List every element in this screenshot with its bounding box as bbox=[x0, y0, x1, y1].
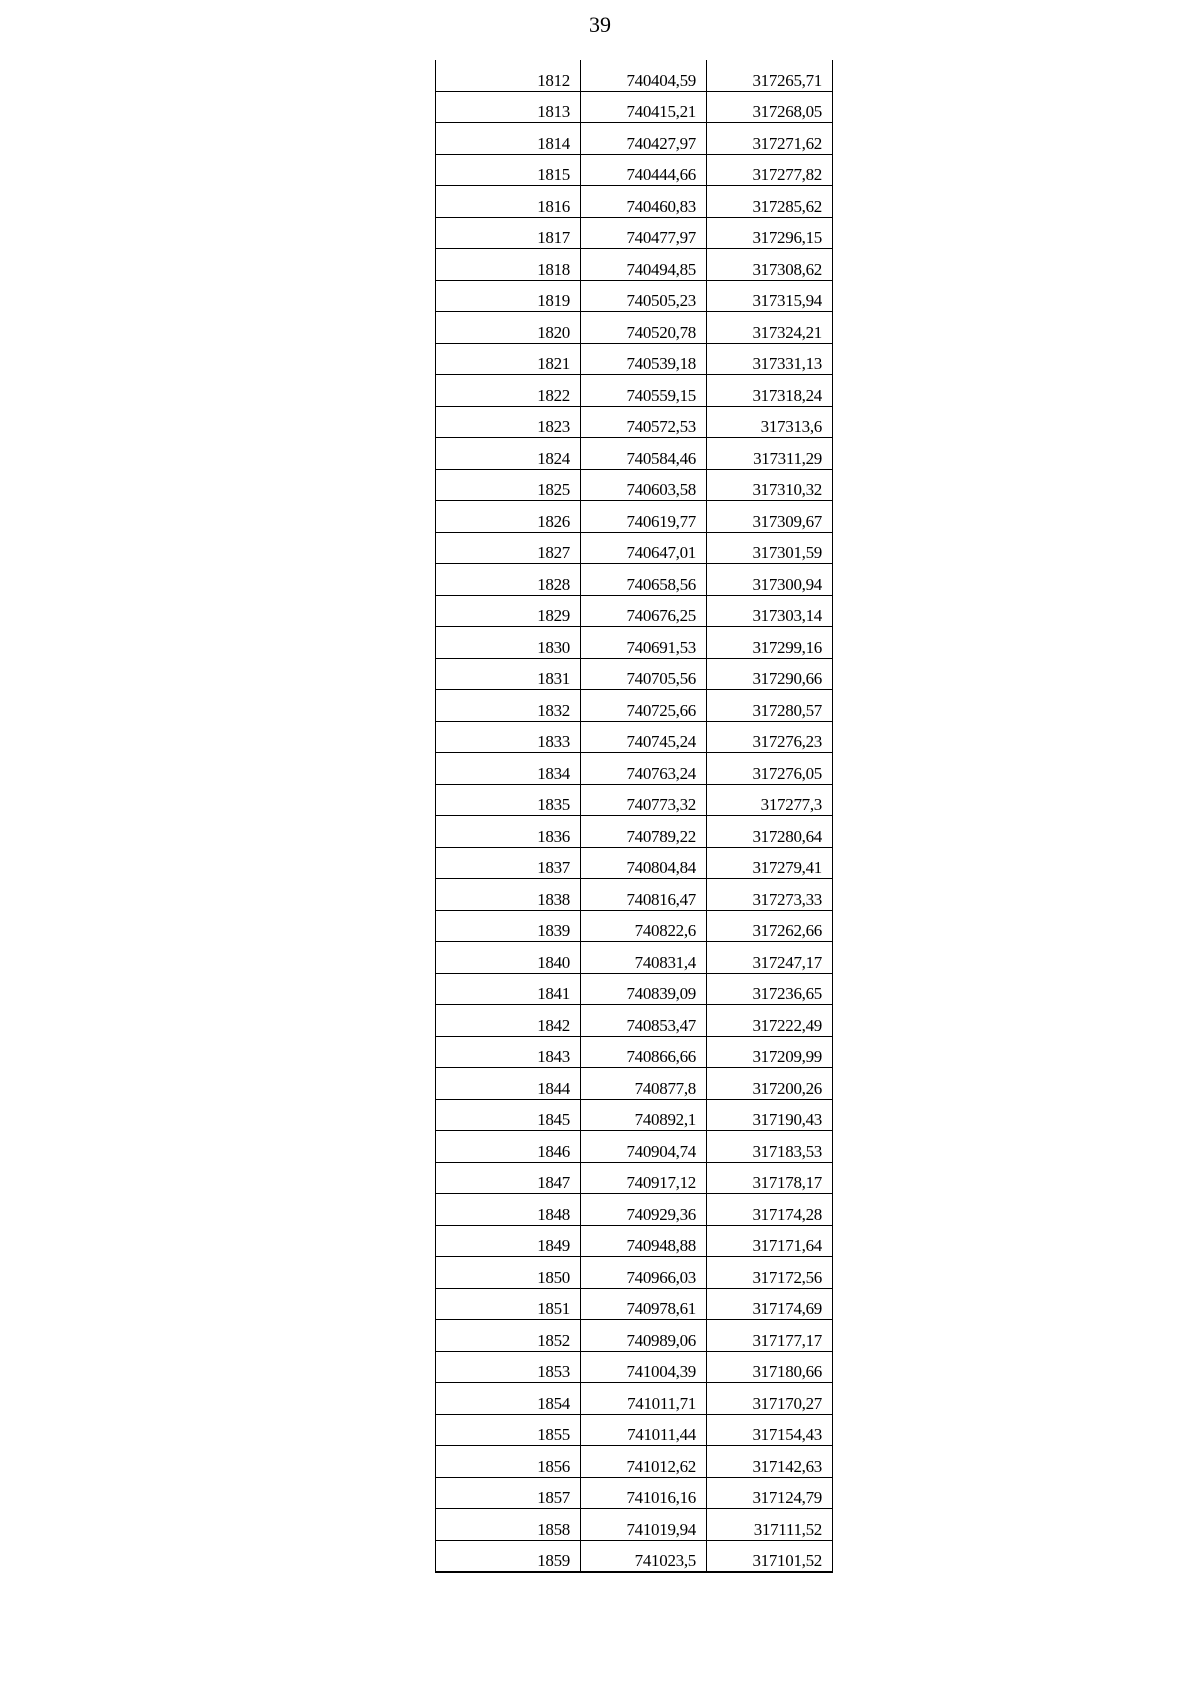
y-coordinate-cell: 317315,94 bbox=[707, 280, 833, 312]
x-coordinate-cell: 741012,62 bbox=[581, 1446, 707, 1478]
point-number-cell: 1854 bbox=[436, 1383, 581, 1415]
y-coordinate-cell: 317318,24 bbox=[707, 375, 833, 407]
table-row bbox=[436, 690, 833, 722]
y-coordinate-cell: 317180,66 bbox=[707, 1351, 833, 1383]
table-row bbox=[436, 1162, 833, 1194]
y-coordinate-cell: 317170,27 bbox=[707, 1383, 833, 1415]
coordinates-table-body bbox=[436, 60, 833, 1572]
y-coordinate-cell: 317236,65 bbox=[707, 973, 833, 1005]
table-row bbox=[436, 564, 833, 596]
y-coordinate-cell: 317154,43 bbox=[707, 1414, 833, 1446]
table-row bbox=[436, 816, 833, 848]
point-number-cell: 1839 bbox=[436, 910, 581, 942]
table-row bbox=[436, 249, 833, 281]
x-coordinate-cell: 740691,53 bbox=[581, 627, 707, 659]
y-coordinate-cell: 317277,82 bbox=[707, 154, 833, 186]
point-number-cell: 1832 bbox=[436, 690, 581, 722]
point-number-cell: 1840 bbox=[436, 942, 581, 974]
x-coordinate-cell: 740647,01 bbox=[581, 532, 707, 564]
point-number-cell: 1859 bbox=[436, 1540, 581, 1572]
point-number-cell: 1836 bbox=[436, 816, 581, 848]
x-coordinate-cell: 741019,94 bbox=[581, 1509, 707, 1541]
point-number-cell: 1850 bbox=[436, 1257, 581, 1289]
table-row bbox=[436, 1099, 833, 1131]
y-coordinate-cell: 317178,17 bbox=[707, 1162, 833, 1194]
point-number-cell: 1814 bbox=[436, 123, 581, 155]
x-coordinate-cell: 740658,56 bbox=[581, 564, 707, 596]
table-row bbox=[436, 910, 833, 942]
x-coordinate-cell: 740477,97 bbox=[581, 217, 707, 249]
table-row bbox=[436, 1068, 833, 1100]
point-number-cell: 1837 bbox=[436, 847, 581, 879]
x-coordinate-cell: 740892,1 bbox=[581, 1099, 707, 1131]
point-number-cell: 1849 bbox=[436, 1225, 581, 1257]
table-row bbox=[436, 501, 833, 533]
x-coordinate-cell: 740520,78 bbox=[581, 312, 707, 344]
x-coordinate-cell: 740584,46 bbox=[581, 438, 707, 470]
y-coordinate-cell: 317311,29 bbox=[707, 438, 833, 470]
table-row bbox=[436, 973, 833, 1005]
table-row bbox=[436, 1225, 833, 1257]
x-coordinate-cell: 740904,74 bbox=[581, 1131, 707, 1163]
coordinates-table bbox=[435, 60, 833, 1573]
x-coordinate-cell: 740404,59 bbox=[581, 60, 707, 91]
x-coordinate-cell: 740444,66 bbox=[581, 154, 707, 186]
table-row bbox=[436, 438, 833, 470]
x-coordinate-cell: 740539,18 bbox=[581, 343, 707, 375]
point-number-cell: 1813 bbox=[436, 91, 581, 123]
x-coordinate-cell: 740966,03 bbox=[581, 1257, 707, 1289]
x-coordinate-cell: 740494,85 bbox=[581, 249, 707, 281]
y-coordinate-cell: 317296,15 bbox=[707, 217, 833, 249]
point-number-cell: 1853 bbox=[436, 1351, 581, 1383]
x-coordinate-cell: 740789,22 bbox=[581, 816, 707, 848]
y-coordinate-cell: 317303,14 bbox=[707, 595, 833, 627]
y-coordinate-cell: 317183,53 bbox=[707, 1131, 833, 1163]
x-coordinate-cell: 740866,66 bbox=[581, 1036, 707, 1068]
point-number-cell: 1852 bbox=[436, 1320, 581, 1352]
point-number-cell: 1847 bbox=[436, 1162, 581, 1194]
y-coordinate-cell: 317190,43 bbox=[707, 1099, 833, 1131]
point-number-cell: 1825 bbox=[436, 469, 581, 501]
page-number: 39 bbox=[589, 12, 611, 37]
y-coordinate-cell: 317174,28 bbox=[707, 1194, 833, 1226]
y-coordinate-cell: 317172,56 bbox=[707, 1257, 833, 1289]
x-coordinate-cell: 740725,66 bbox=[581, 690, 707, 722]
table-row bbox=[436, 1446, 833, 1478]
point-number-cell: 1856 bbox=[436, 1446, 581, 1478]
table-row bbox=[436, 1540, 833, 1572]
point-number-cell: 1828 bbox=[436, 564, 581, 596]
x-coordinate-cell: 740773,32 bbox=[581, 784, 707, 816]
y-coordinate-cell: 317247,17 bbox=[707, 942, 833, 974]
x-coordinate-cell: 741023,5 bbox=[581, 1540, 707, 1572]
table-row bbox=[436, 1131, 833, 1163]
table-row bbox=[436, 847, 833, 879]
point-number-cell: 1848 bbox=[436, 1194, 581, 1226]
x-coordinate-cell: 740415,21 bbox=[581, 91, 707, 123]
y-coordinate-cell: 317280,64 bbox=[707, 816, 833, 848]
x-coordinate-cell: 740816,47 bbox=[581, 879, 707, 911]
point-number-cell: 1819 bbox=[436, 280, 581, 312]
table-row bbox=[436, 532, 833, 564]
x-coordinate-cell: 740619,77 bbox=[581, 501, 707, 533]
y-coordinate-cell: 317301,59 bbox=[707, 532, 833, 564]
y-coordinate-cell: 317331,13 bbox=[707, 343, 833, 375]
table-row bbox=[436, 1036, 833, 1068]
point-number-cell: 1822 bbox=[436, 375, 581, 407]
point-number-cell: 1831 bbox=[436, 658, 581, 690]
table-row bbox=[436, 784, 833, 816]
point-number-cell: 1817 bbox=[436, 217, 581, 249]
y-coordinate-cell: 317142,63 bbox=[707, 1446, 833, 1478]
table-row bbox=[436, 406, 833, 438]
x-coordinate-cell: 740745,24 bbox=[581, 721, 707, 753]
x-coordinate-cell: 740948,88 bbox=[581, 1225, 707, 1257]
table-row bbox=[436, 753, 833, 785]
point-number-cell: 1858 bbox=[436, 1509, 581, 1541]
table-row bbox=[436, 1194, 833, 1226]
y-coordinate-cell: 317101,52 bbox=[707, 1540, 833, 1572]
table-row bbox=[436, 1320, 833, 1352]
y-coordinate-cell: 317277,3 bbox=[707, 784, 833, 816]
point-number-cell: 1844 bbox=[436, 1068, 581, 1100]
x-coordinate-cell: 740572,53 bbox=[581, 406, 707, 438]
x-coordinate-cell: 740831,4 bbox=[581, 942, 707, 974]
table-row bbox=[436, 595, 833, 627]
point-number-cell: 1834 bbox=[436, 753, 581, 785]
x-coordinate-cell: 741016,16 bbox=[581, 1477, 707, 1509]
point-number-cell: 1841 bbox=[436, 973, 581, 1005]
y-coordinate-cell: 317300,94 bbox=[707, 564, 833, 596]
table-row bbox=[436, 469, 833, 501]
table-row bbox=[436, 1351, 833, 1383]
point-number-cell: 1855 bbox=[436, 1414, 581, 1446]
y-coordinate-cell: 317299,16 bbox=[707, 627, 833, 659]
point-number-cell: 1818 bbox=[436, 249, 581, 281]
x-coordinate-cell: 740427,97 bbox=[581, 123, 707, 155]
x-coordinate-cell: 740505,23 bbox=[581, 280, 707, 312]
x-coordinate-cell: 740822,6 bbox=[581, 910, 707, 942]
point-number-cell: 1824 bbox=[436, 438, 581, 470]
table-row bbox=[436, 60, 833, 91]
y-coordinate-cell: 317174,69 bbox=[707, 1288, 833, 1320]
x-coordinate-cell: 741011,71 bbox=[581, 1383, 707, 1415]
y-coordinate-cell: 317209,99 bbox=[707, 1036, 833, 1068]
y-coordinate-cell: 317273,33 bbox=[707, 879, 833, 911]
x-coordinate-cell: 740877,8 bbox=[581, 1068, 707, 1100]
point-number-cell: 1823 bbox=[436, 406, 581, 438]
y-coordinate-cell: 317222,49 bbox=[707, 1005, 833, 1037]
table-row bbox=[436, 154, 833, 186]
y-coordinate-cell: 317200,26 bbox=[707, 1068, 833, 1100]
table-row bbox=[436, 1257, 833, 1289]
table-row bbox=[436, 1005, 833, 1037]
y-coordinate-cell: 317310,32 bbox=[707, 469, 833, 501]
y-coordinate-cell: 317268,05 bbox=[707, 91, 833, 123]
point-number-cell: 1845 bbox=[436, 1099, 581, 1131]
y-coordinate-cell: 317177,17 bbox=[707, 1320, 833, 1352]
table-row bbox=[436, 1383, 833, 1415]
point-number-cell: 1820 bbox=[436, 312, 581, 344]
table-row bbox=[436, 658, 833, 690]
x-coordinate-cell: 740460,83 bbox=[581, 186, 707, 218]
table-row bbox=[436, 123, 833, 155]
table-row bbox=[436, 280, 833, 312]
y-coordinate-cell: 317309,67 bbox=[707, 501, 833, 533]
x-coordinate-cell: 740705,56 bbox=[581, 658, 707, 690]
point-number-cell: 1838 bbox=[436, 879, 581, 911]
point-number-cell: 1857 bbox=[436, 1477, 581, 1509]
y-coordinate-cell: 317276,23 bbox=[707, 721, 833, 753]
table-row bbox=[436, 1477, 833, 1509]
table-row bbox=[436, 942, 833, 974]
point-number-cell: 1821 bbox=[436, 343, 581, 375]
table-row bbox=[436, 879, 833, 911]
y-coordinate-cell: 317280,57 bbox=[707, 690, 833, 722]
table-row bbox=[436, 91, 833, 123]
x-coordinate-cell: 740978,61 bbox=[581, 1288, 707, 1320]
point-number-cell: 1827 bbox=[436, 532, 581, 564]
y-coordinate-cell: 317285,62 bbox=[707, 186, 833, 218]
y-coordinate-cell: 317124,79 bbox=[707, 1477, 833, 1509]
table-row bbox=[436, 217, 833, 249]
y-coordinate-cell: 317171,64 bbox=[707, 1225, 833, 1257]
x-coordinate-cell: 741004,39 bbox=[581, 1351, 707, 1383]
point-number-cell: 1835 bbox=[436, 784, 581, 816]
y-coordinate-cell: 317290,66 bbox=[707, 658, 833, 690]
point-number-cell: 1843 bbox=[436, 1036, 581, 1068]
y-coordinate-cell: 317271,62 bbox=[707, 123, 833, 155]
table-row bbox=[436, 375, 833, 407]
x-coordinate-cell: 740804,84 bbox=[581, 847, 707, 879]
y-coordinate-cell: 317111,52 bbox=[707, 1509, 833, 1541]
y-coordinate-cell: 317313,6 bbox=[707, 406, 833, 438]
y-coordinate-cell: 317308,62 bbox=[707, 249, 833, 281]
point-number-cell: 1826 bbox=[436, 501, 581, 533]
point-number-cell: 1830 bbox=[436, 627, 581, 659]
table-row bbox=[436, 1288, 833, 1320]
table-row bbox=[436, 343, 833, 375]
point-number-cell: 1851 bbox=[436, 1288, 581, 1320]
x-coordinate-cell: 740929,36 bbox=[581, 1194, 707, 1226]
table-row bbox=[436, 312, 833, 344]
table-row bbox=[436, 1414, 833, 1446]
y-coordinate-cell: 317262,66 bbox=[707, 910, 833, 942]
x-coordinate-cell: 740917,12 bbox=[581, 1162, 707, 1194]
x-coordinate-cell: 740676,25 bbox=[581, 595, 707, 627]
x-coordinate-cell: 740853,47 bbox=[581, 1005, 707, 1037]
y-coordinate-cell: 317276,05 bbox=[707, 753, 833, 785]
x-coordinate-cell: 740763,24 bbox=[581, 753, 707, 785]
point-number-cell: 1816 bbox=[436, 186, 581, 218]
y-coordinate-cell: 317324,21 bbox=[707, 312, 833, 344]
x-coordinate-cell: 740839,09 bbox=[581, 973, 707, 1005]
table-row bbox=[436, 186, 833, 218]
table-row bbox=[436, 721, 833, 753]
x-coordinate-cell: 740989,06 bbox=[581, 1320, 707, 1352]
point-number-cell: 1812 bbox=[436, 60, 581, 91]
table-row bbox=[436, 627, 833, 659]
table-row bbox=[436, 1509, 833, 1541]
x-coordinate-cell: 741011,44 bbox=[581, 1414, 707, 1446]
y-coordinate-cell: 317279,41 bbox=[707, 847, 833, 879]
point-number-cell: 1829 bbox=[436, 595, 581, 627]
point-number-cell: 1846 bbox=[436, 1131, 581, 1163]
point-number-cell: 1833 bbox=[436, 721, 581, 753]
point-number-cell: 1842 bbox=[436, 1005, 581, 1037]
x-coordinate-cell: 740603,58 bbox=[581, 469, 707, 501]
x-coordinate-cell: 740559,15 bbox=[581, 375, 707, 407]
y-coordinate-cell: 317265,71 bbox=[707, 60, 833, 91]
point-number-cell: 1815 bbox=[436, 154, 581, 186]
